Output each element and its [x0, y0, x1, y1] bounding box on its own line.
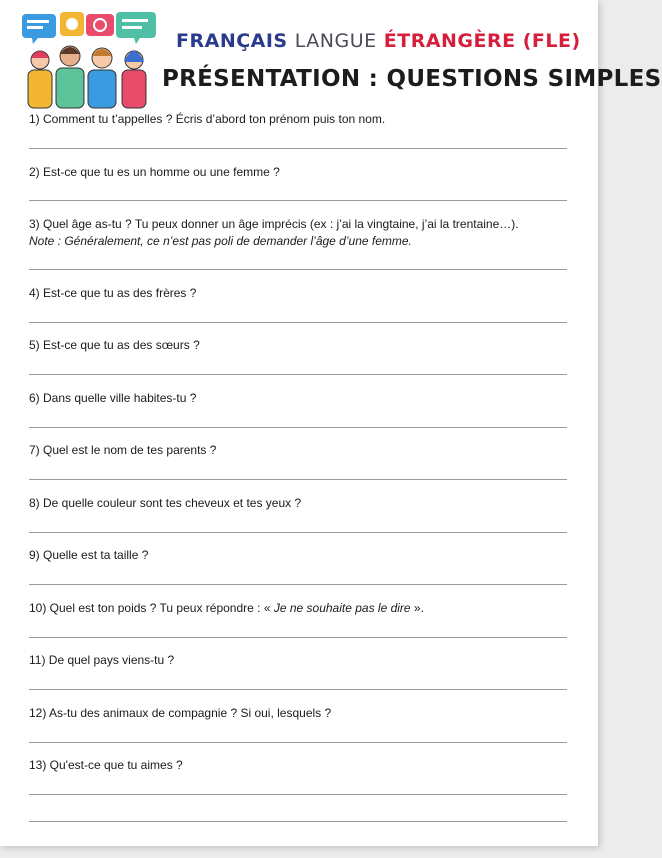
answer-line[interactable]	[29, 821, 567, 822]
question-12: 12) As-tu des animaux de compagnie ? Si oui, lesquels ?	[29, 706, 332, 720]
question-1: 1) Comment tu t’appelles ? Écris d’abord ton prénom puis ton nom.	[29, 112, 386, 126]
answer-line[interactable]	[29, 374, 567, 375]
question-2: 2) Est-ce que tu es un homme ou une femme ?	[29, 165, 280, 179]
answer-line[interactable]	[29, 794, 567, 795]
question-10	[29, 601, 569, 615]
answer-line[interactable]	[29, 200, 567, 201]
answer-line[interactable]	[29, 689, 567, 690]
question-10-text-after: ».	[410, 601, 424, 615]
title-part-langue: LANGUE	[294, 30, 377, 52]
question-3-text: 3) Quel âge as-tu ? Tu peux donner un âge imprécis (ex : j’ai la vingtaine, j’ai la trentaine…).	[29, 217, 519, 231]
question-5: 5) Est-ce que tu as des sœurs ?	[29, 338, 200, 352]
question-9: 9) Quelle est ta taille ?	[29, 548, 149, 562]
question-13: 13) Qu'est-ce que tu aimes ?	[29, 758, 183, 772]
question-6: 6) Dans quelle ville habites-tu ?	[29, 391, 197, 405]
title-part-etrangere: ÉTRANGÈRE	[383, 30, 516, 52]
answer-line[interactable]	[29, 322, 567, 323]
question-3-note: Note : Généralement, ce n’est pas poli de demander l’âge d’une femme.	[29, 234, 412, 248]
title-part-fle: (FLE)	[522, 30, 581, 52]
worksheet-subtitle: PRÉSENTATION : QUESTIONS SIMPLES	[162, 66, 662, 92]
answer-line[interactable]	[29, 584, 567, 585]
people-chatting-illustration	[18, 10, 160, 110]
worksheet-title	[176, 30, 581, 52]
question-3	[29, 217, 569, 248]
question-10-text-italic: Je ne souhaite pas le dire	[273, 601, 411, 615]
question-11: 11) De quel pays viens-tu ?	[29, 653, 175, 667]
question-10-text-before: 10) Quel est ton poids ? Tu peux répondre : «	[29, 601, 274, 615]
question-4: 4) Est-ce que tu as des frères ?	[29, 286, 197, 300]
answer-line[interactable]	[29, 427, 567, 428]
question-8: 8) De quelle couleur sont tes cheveux et tes yeux ?	[29, 496, 302, 510]
question-7: 7) Quel est le nom de tes parents ?	[29, 443, 217, 457]
answer-line[interactable]	[29, 637, 567, 638]
answer-line[interactable]	[29, 479, 567, 480]
answer-line[interactable]	[29, 532, 567, 533]
answer-line[interactable]	[29, 269, 567, 270]
answer-line[interactable]	[29, 148, 567, 149]
title-part-francais: FRANÇAIS	[176, 30, 288, 52]
answer-line[interactable]	[29, 742, 567, 743]
